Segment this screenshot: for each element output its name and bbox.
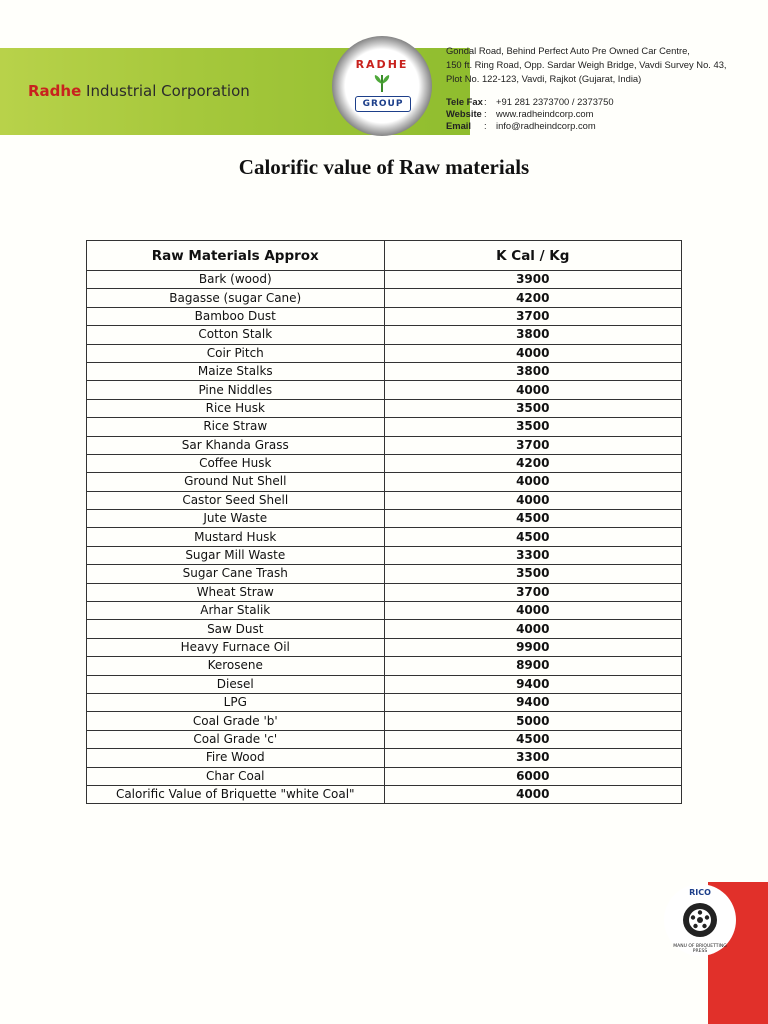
rico-logo-text: RICO	[689, 888, 711, 897]
company-name	[28, 82, 250, 100]
table-row	[87, 289, 682, 307]
table-row	[87, 620, 682, 638]
kcal-cell: 4000	[384, 344, 681, 362]
material-cell: Rice Straw	[87, 418, 385, 436]
table-row	[87, 307, 682, 325]
table-header-row	[87, 241, 682, 271]
table-row	[87, 712, 682, 730]
kcal-cell: 4000	[384, 602, 681, 620]
contact-sep: :	[484, 120, 487, 131]
website-link[interactable]: www.radheindcorp.com	[496, 108, 594, 119]
material-cell: Jute Waste	[87, 510, 385, 528]
contact-sep: :	[484, 96, 487, 107]
contact-label: Email	[446, 120, 472, 131]
table-body	[87, 271, 682, 804]
rico-tagline: MANU OF BRIQUETTING PRESS	[673, 944, 727, 954]
material-cell: Bark (wood)	[87, 271, 385, 289]
material-cell: Pine Niddles	[87, 381, 385, 399]
material-cell: Coal Grade 'b'	[87, 712, 385, 730]
kcal-cell: 4000	[384, 620, 681, 638]
kcal-cell: 3800	[384, 362, 681, 380]
table-row	[87, 602, 682, 620]
kcal-cell: 3500	[384, 399, 681, 417]
material-cell: Diesel	[87, 675, 385, 693]
material-cell: Heavy Furnace Oil	[87, 638, 385, 656]
kcal-cell: 6000	[384, 767, 681, 785]
company-brand: Radhe	[28, 82, 82, 100]
table-row	[87, 473, 682, 491]
contact-row-website	[446, 108, 614, 120]
contact-row-email	[446, 120, 614, 132]
contact-row-telefax	[446, 96, 614, 108]
table-row	[87, 436, 682, 454]
material-cell: Calorific Value of Briquette "white Coal"	[87, 785, 385, 803]
material-cell: Bagasse (sugar Cane)	[87, 289, 385, 307]
material-cell: Saw Dust	[87, 620, 385, 638]
kcal-cell: 4200	[384, 454, 681, 472]
calorific-table	[86, 240, 682, 804]
kcal-cell: 5000	[384, 712, 681, 730]
address-block	[446, 44, 727, 86]
material-cell: Arhar Stalik	[87, 602, 385, 620]
material-cell: Fire Wood	[87, 749, 385, 767]
material-cell: Mustard Husk	[87, 528, 385, 546]
material-cell: Sugar Mill Waste	[87, 546, 385, 564]
material-cell: Coir Pitch	[87, 344, 385, 362]
table-row	[87, 454, 682, 472]
material-cell: Bamboo Dust	[87, 307, 385, 325]
kcal-cell: 4000	[384, 785, 681, 803]
table-row	[87, 528, 682, 546]
material-cell: Coal Grade 'c'	[87, 730, 385, 748]
table-row	[87, 510, 682, 528]
wheel-icon	[680, 900, 720, 940]
table-row	[87, 657, 682, 675]
kcal-cell: 4000	[384, 491, 681, 509]
kcal-cell: 3800	[384, 326, 681, 344]
kcal-cell: 3300	[384, 546, 681, 564]
material-cell: Cotton Stalk	[87, 326, 385, 344]
logo-text-top: RADHE	[355, 58, 409, 71]
material-cell: Maize Stalks	[87, 362, 385, 380]
table-row	[87, 418, 682, 436]
contact-label: Tele Fax	[446, 96, 483, 107]
table-row	[87, 399, 682, 417]
kcal-cell: 4500	[384, 510, 681, 528]
kcal-cell: 3500	[384, 565, 681, 583]
contact-value: +91 281 2373700 / 2373750	[496, 96, 614, 107]
material-cell: Rice Husk	[87, 399, 385, 417]
table-row	[87, 767, 682, 785]
kcal-cell: 9400	[384, 675, 681, 693]
table-row	[87, 693, 682, 711]
material-cell: Wheat Straw	[87, 583, 385, 601]
kcal-cell: 9900	[384, 638, 681, 656]
contact-sep: :	[484, 108, 487, 119]
kcal-cell: 3300	[384, 749, 681, 767]
table-row	[87, 583, 682, 601]
material-cell: Char Coal	[87, 767, 385, 785]
kcal-cell: 3700	[384, 307, 681, 325]
leaf-icon	[371, 72, 393, 94]
kcal-cell: 3500	[384, 418, 681, 436]
address-line: Gondal Road, Behind Perfect Auto Pre Owned Car Centre,	[446, 45, 690, 56]
table-row	[87, 381, 682, 399]
kcal-cell: 3700	[384, 583, 681, 601]
table-row	[87, 749, 682, 767]
logo-text-bottom: GROUP	[355, 96, 411, 112]
kcal-cell: 4000	[384, 381, 681, 399]
address-line: 150 ft. Ring Road, Opp. Sardar Weigh Bridge, Vavdi Survey No. 43,	[446, 59, 727, 70]
table-row	[87, 362, 682, 380]
column-header-kcal: K Cal / Kg	[384, 241, 681, 271]
material-cell: Ground Nut Shell	[87, 473, 385, 491]
kcal-cell: 4500	[384, 528, 681, 546]
table-row	[87, 730, 682, 748]
table-row	[87, 565, 682, 583]
email-link[interactable]: info@radheindcorp.com	[496, 120, 596, 131]
material-cell: Castor Seed Shell	[87, 491, 385, 509]
table-row	[87, 326, 682, 344]
company-name-rest: Industrial Corporation	[86, 82, 250, 100]
table-row	[87, 546, 682, 564]
kcal-cell: 3900	[384, 271, 681, 289]
table-row	[87, 638, 682, 656]
table-row	[87, 344, 682, 362]
table-row	[87, 675, 682, 693]
contact-label: Website	[446, 108, 482, 119]
kcal-cell: 8900	[384, 657, 681, 675]
kcal-cell: 3700	[384, 436, 681, 454]
kcal-cell: 4000	[384, 473, 681, 491]
table-row	[87, 785, 682, 803]
column-header-material: Raw Materials Approx	[87, 241, 385, 271]
page-title: Calorific value of Raw materials	[238, 155, 530, 179]
material-cell: Sugar Cane Trash	[87, 565, 385, 583]
address-line: Plot No. 122-123, Vavdi, Rajkot (Gujarat, India)	[446, 73, 642, 84]
material-cell: Coffee Husk	[87, 454, 385, 472]
kcal-cell: 4200	[384, 289, 681, 307]
table-row	[87, 271, 682, 289]
contact-block	[446, 96, 614, 132]
material-cell: Sar Khanda Grass	[87, 436, 385, 454]
table-row	[87, 491, 682, 509]
material-cell: LPG	[87, 693, 385, 711]
kcal-cell: 9400	[384, 693, 681, 711]
kcal-cell: 4500	[384, 730, 681, 748]
material-cell: Kerosene	[87, 657, 385, 675]
